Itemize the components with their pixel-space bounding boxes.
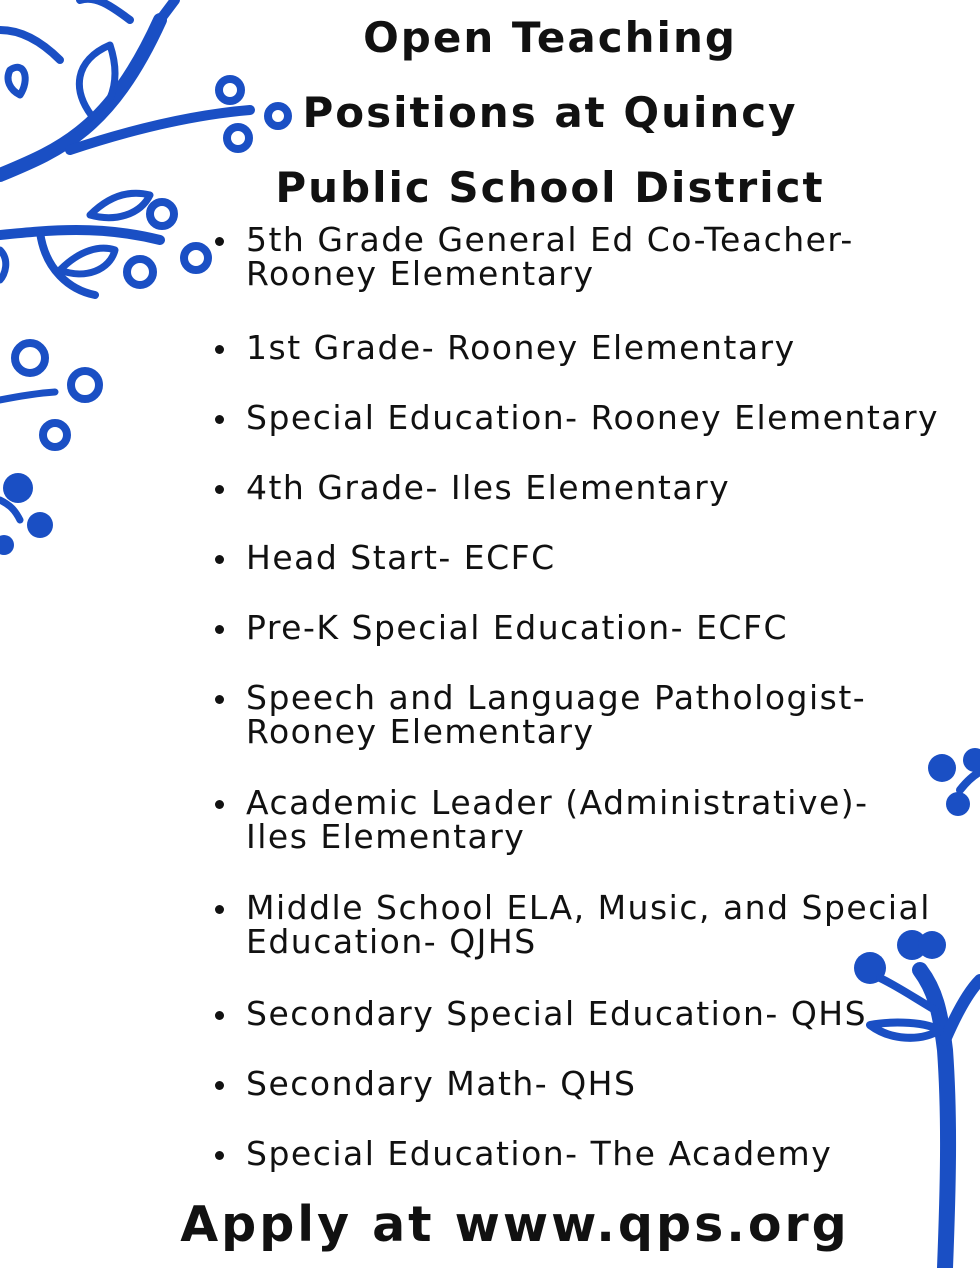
- position-title: Special Education- The Academy: [246, 1134, 833, 1173]
- position-title: 5th Grade General Ed Co-Teacher-: [246, 220, 854, 259]
- list-item: [212, 222, 952, 292]
- bullet-icon: [215, 1081, 224, 1090]
- position-title: Special Education- Rooney Elementary: [246, 398, 940, 437]
- position-title: 4th Grade- Iles Elementary: [246, 468, 731, 507]
- position-location: Iles Elementary: [246, 817, 526, 856]
- position-location: Rooney Elementary: [246, 254, 595, 293]
- positions-list: [212, 222, 952, 1172]
- page-title: [250, 0, 850, 225]
- position-title: Academic Leader (Administrative)-: [246, 783, 869, 822]
- list-item: [212, 1136, 952, 1172]
- position-location: Education- QJHS: [246, 922, 537, 961]
- list-item: [212, 1066, 952, 1102]
- list-item: [212, 330, 952, 366]
- bullet-icon: [215, 695, 224, 704]
- bullet-icon: [215, 625, 224, 634]
- position-location: Rooney Elementary: [246, 712, 595, 751]
- bullet-icon: [215, 800, 224, 809]
- position-title: Secondary Math- QHS: [246, 1064, 637, 1103]
- bullet-icon: [215, 1151, 224, 1160]
- apply-call-to-action: Apply at www.qps.org: [180, 1196, 850, 1253]
- list-item: [212, 785, 952, 855]
- list-item: [212, 996, 952, 1032]
- title-line-1: Open Teaching: [363, 13, 737, 62]
- list-item: [212, 400, 952, 436]
- position-title: 1st Grade- Rooney Elementary: [246, 328, 796, 367]
- position-title: Middle School ELA, Music, and Special: [246, 888, 931, 927]
- bullet-icon: [215, 237, 224, 246]
- bullet-icon: [215, 1011, 224, 1020]
- title-line-2: Positions at Quincy: [302, 88, 798, 137]
- bullet-icon: [215, 905, 224, 914]
- list-item: [212, 610, 952, 646]
- list-item: [212, 680, 952, 750]
- bullet-icon: [215, 555, 224, 564]
- position-title: Speech and Language Pathologist-: [246, 678, 867, 717]
- bullet-icon: [215, 485, 224, 494]
- list-item: [212, 540, 952, 576]
- title-line-3: Public School District: [275, 163, 825, 212]
- bullet-icon: [215, 345, 224, 354]
- position-title: Secondary Special Education- QHS: [246, 994, 868, 1033]
- position-title: Pre-K Special Education- ECFC: [246, 608, 788, 647]
- position-title: Head Start- ECFC: [246, 538, 556, 577]
- list-item: [212, 890, 952, 960]
- list-item: [212, 470, 952, 506]
- bullet-icon: [215, 415, 224, 424]
